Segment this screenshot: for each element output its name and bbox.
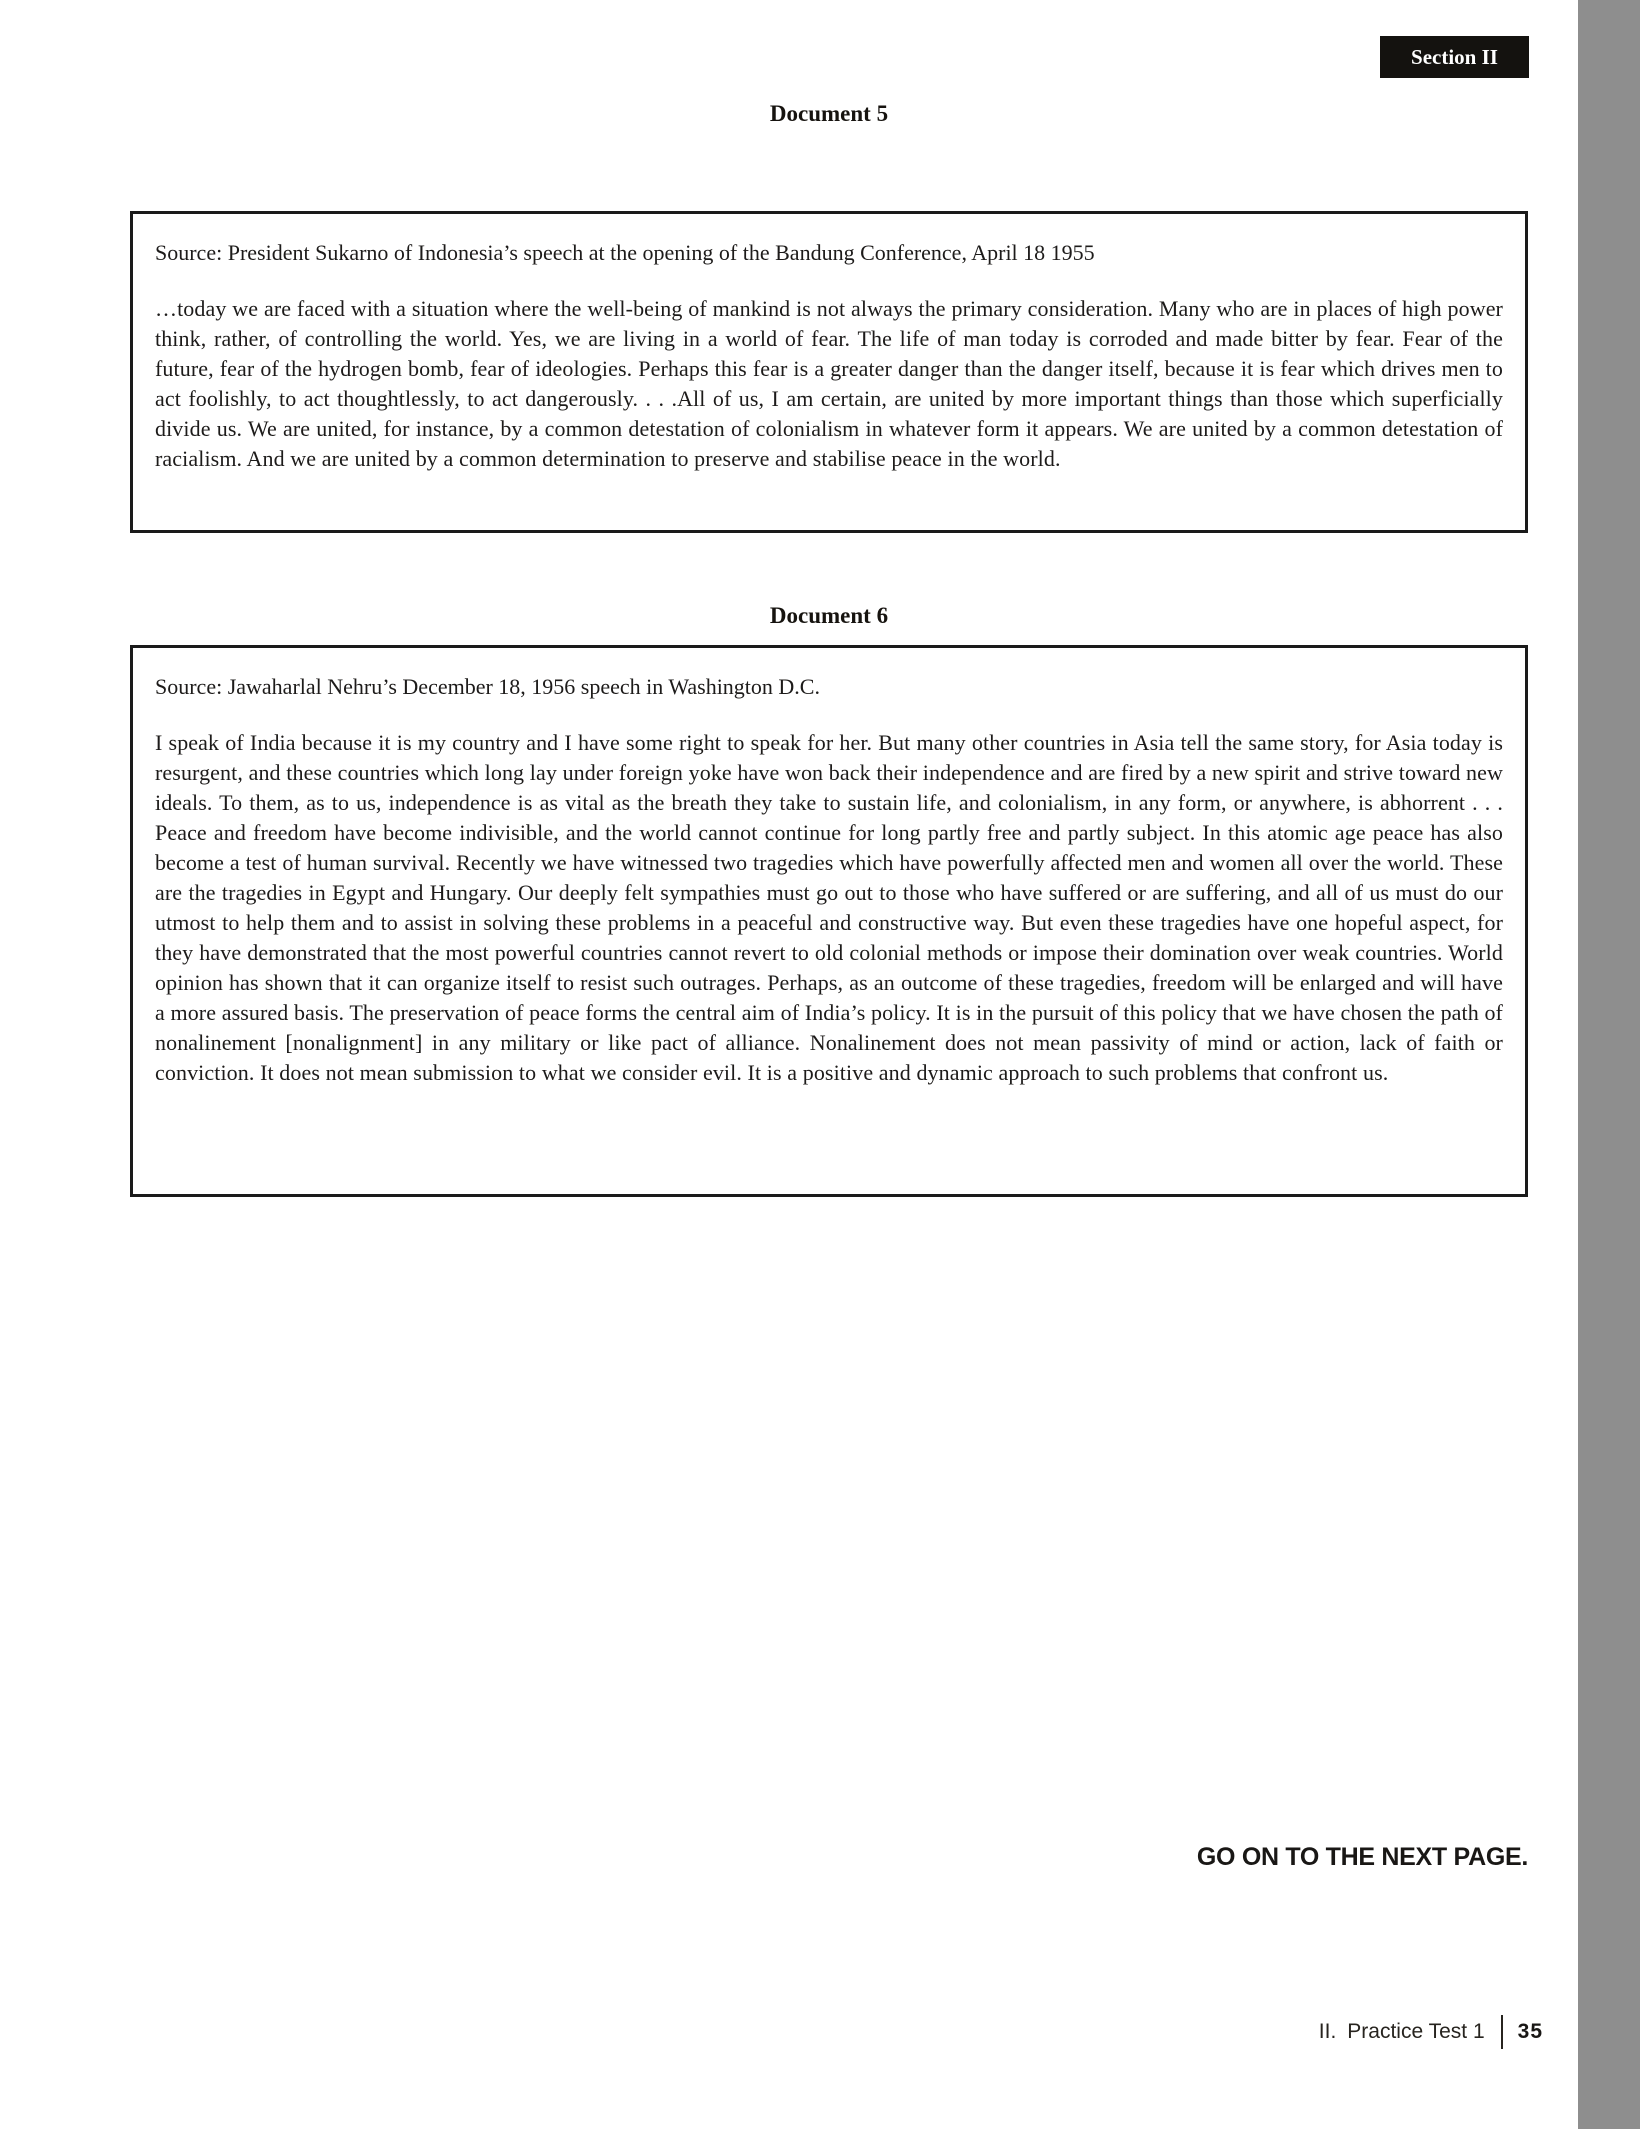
document-5-heading: Document 5 xyxy=(769,101,889,126)
document-6-box xyxy=(130,645,1528,1197)
document-5-body: …today we are faced with a situation where the well-being of mankind is not always the primary consideration. Many who are in places of high power think, rather, of controlling the world. Yes, we are living in a world of fear. The life of man today is corroded and made bitter by fear. Fear of the future, fear of the hydrogen bomb, fear of ideologies. Perhaps this fear is a greater danger than the danger itself, because it is fear which drives men to act foolishly, to act thoughtlessly, to act dangerously. . . .All of us, I am certain, are united by more important things than those which superficially divide us. We are united, for instance, by a common detestation of colonialism in whatever form it appears. We are united by a common detestation of racialism. And we are united by a common determination to preserve and stabilise peace in the world. xyxy=(155,296,1503,471)
document-5-box xyxy=(130,211,1528,533)
page-footer xyxy=(1319,2012,1543,2052)
section-badge-label: Section II xyxy=(1411,44,1498,69)
document-6-body: I speak of India because it is my country and I have some right to speak for her. But many other countries in Asia tell the same story, for Asia today is resurgent, and these countries which long lay under foreign yoke have won back their independence and are fired by a new spirit and strive toward new ideals. To them, as to us, independence is as vital as the breath they take to sustain life, and colonialism, in any form, or anywhere, is abhorrent . . . Peace and freedom have become indivisible, and the world cannot continue for long partly free and partly subject. In this atomic age peace has also become a test of human survival. Recently we have witnessed two tragedies which have powerfully affected men and women all over the world. These are the tragedies in Egypt and Hungary. Our deeply felt sympathies must go out to those who have suffered or are suffering, and all of us must do our utmost to help them and to assist in solving these problems in a peaceful and constructive way. But even these tragedies have one hopeful aspect, for they have demonstrated that the most powerful countries cannot revert to old colonial methods or impose their domination over weak countries. World opinion has shown that it can organize itself to resist such outrages. Perhaps, as an outcome of these tragedies, freedom will be enlarged and will have a more assured basis. The preservation of peace forms the central aim of India’s policy. It is in the pursuit of this policy that we have chosen the path of nonalinement [nonalignment] in any military or like pact of alliance. Nonalinement does not mean passivity of mind or action, lack of faith or conviction. It does not mean submission to what we consider evil. It is a positive and dynamic approach to such problems that confront us. xyxy=(155,730,1503,1085)
footer-test-title: Practice Test 1 xyxy=(1347,2020,1485,2043)
footer-divider xyxy=(1501,2015,1503,2049)
section-badge xyxy=(1380,36,1529,78)
document-6-source: Source: Jawaharlal Nehru’s December 18, 1956 speech in Washington D.C. xyxy=(155,674,820,699)
page-edge-gray-bar xyxy=(1578,0,1640,2129)
footer-page-number: 35 xyxy=(1517,2020,1543,2043)
document-6-heading: Document 6 xyxy=(769,603,889,628)
document-5-source: Source: President Sukarno of Indonesia’s speech at the opening of the Bandung Conference, April 18 1955 xyxy=(155,240,1095,265)
footer-section-number: II. xyxy=(1318,2020,1337,2043)
go-on-instruction: GO ON TO THE NEXT PAGE. xyxy=(1196,1843,1528,1871)
